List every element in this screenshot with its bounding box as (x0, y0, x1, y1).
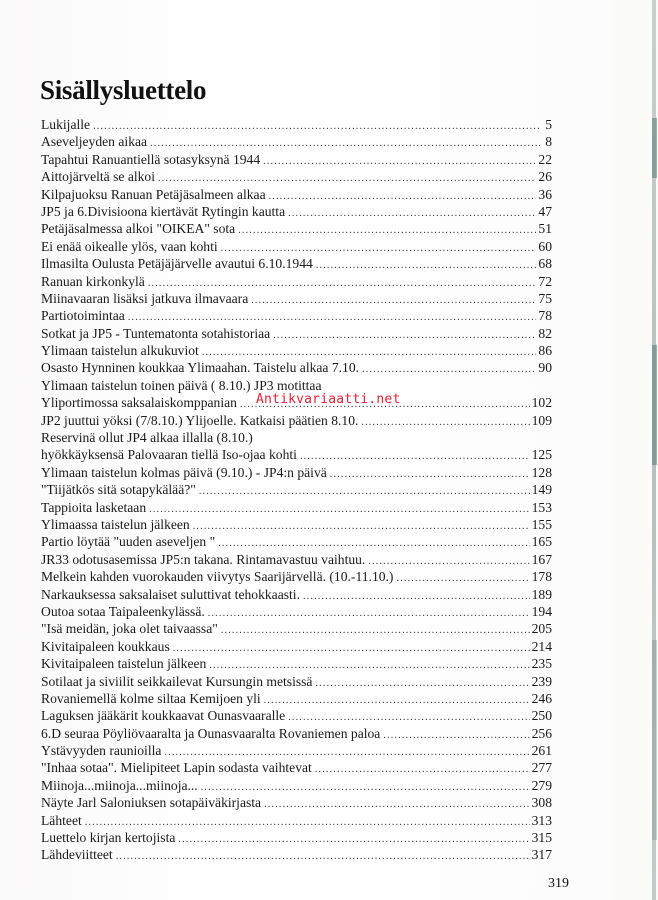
dot-leader (264, 692, 530, 707)
dot-leader (116, 848, 530, 863)
toc-entry (41, 133, 552, 150)
toc-entry-page: 78 (538, 308, 552, 324)
dot-leader (300, 448, 530, 463)
toc-entry-page: 214 (531, 638, 552, 654)
toc-entry-title: Aittojärveltä se alkoi (41, 169, 156, 185)
toc-entry (41, 412, 552, 429)
toc-entry-title: Rovaniemellä kolme siltaa Kemijoen yli (41, 690, 261, 706)
toc-entry-page: 235 (531, 656, 552, 672)
toc-entry (41, 499, 552, 516)
toc-entry-page: 167 (531, 551, 552, 567)
toc-entry-title: Näyte Jarl Saloniuksen sotapäiväkirjasta (41, 795, 262, 811)
toc-entry (41, 273, 552, 290)
toc-entry (41, 116, 552, 133)
toc-entry-title: Sotkat ja JP5 - Tuntematonta sotahistoriaa (41, 325, 271, 341)
toc-entry-page: 279 (531, 777, 552, 793)
page-title: Sisällysluettelo (40, 75, 207, 106)
toc-entry-page: 155 (531, 516, 552, 532)
dot-leader (150, 135, 540, 150)
dot-leader (238, 222, 536, 237)
toc-entry-page: 72 (538, 273, 552, 289)
dot-leader (158, 170, 536, 185)
toc-entry-title: Ylimaassa taistelun jälkeen (41, 516, 190, 532)
dot-leader (173, 640, 530, 655)
toc-entry (41, 638, 552, 655)
dot-leader (383, 727, 529, 742)
toc-entry-title: Ylimaan taistelun alkukuviot (41, 343, 199, 359)
toc-entry-title: Lähteet (41, 812, 82, 828)
edge-print-mark (652, 640, 657, 840)
dot-leader (178, 831, 529, 846)
toc-entry (41, 359, 552, 376)
toc-entry (41, 759, 552, 776)
dot-leader (148, 275, 537, 290)
toc-entry-title: 6.D seuraa Pöyliövaaralta ja Ounasvaaralta Rovaniemen paloa (41, 725, 381, 741)
toc-entry (41, 516, 552, 533)
dot-leader (362, 361, 536, 376)
dot-leader (315, 675, 529, 690)
toc-entry-title: Yliportimossa saksalaiskomppanian (41, 395, 237, 411)
dot-leader (209, 657, 529, 672)
toc-entry-title: hyökkäyksensä Palovaaran tiellä Iso-ojaa kohti (41, 447, 297, 463)
toc-entry-title: Ylimaan taistelun toinen päivä ( 8.10.) JP3 motittaa (41, 377, 322, 393)
toc-entry-page: 308 (531, 795, 552, 811)
toc-entry (41, 551, 552, 568)
toc-entry (41, 812, 552, 829)
edge-print-mark (652, 118, 657, 178)
toc-entry (41, 307, 552, 324)
toc-entry-title: Ei enää oikealle ylös, vaan kohti (41, 238, 218, 254)
toc-entry (41, 464, 552, 481)
dot-leader (199, 483, 530, 498)
toc-entry-title: Petäjäsalmessa alkoi "OIKEA" sota (41, 221, 236, 237)
toc-entry (41, 586, 552, 603)
toc-entry-page: 26 (538, 169, 552, 185)
toc-entry-page: 8 (545, 134, 552, 150)
toc-entry-title: JR33 odotusasemissa JP5:n takana. Rintamavastuu vaihtuu. (41, 551, 366, 567)
toc-entry-page: 256 (531, 725, 552, 741)
toc-entry (41, 290, 552, 307)
toc-entry-page: 189 (531, 586, 552, 602)
toc-entry (41, 655, 552, 672)
dot-leader (221, 622, 530, 637)
dot-leader (218, 535, 529, 550)
toc-entry (41, 690, 552, 707)
toc-entry-page: 194 (531, 603, 552, 619)
toc-entry-page: 239 (531, 673, 552, 689)
toc-entry-page: 5 (545, 117, 552, 132)
toc-entry (41, 429, 552, 446)
toc-entry-page: 102 (531, 395, 552, 411)
toc-entry-page: 153 (531, 499, 552, 515)
dot-leader (368, 553, 529, 568)
toc-entry (41, 533, 552, 550)
toc-entry-page: 82 (538, 325, 552, 341)
dot-leader (303, 588, 530, 603)
toc-entry (41, 481, 552, 498)
toc-entry-page: 90 (538, 360, 552, 376)
toc-entry-title: Partiotoimintaa (41, 308, 125, 324)
toc-entry-page: 22 (538, 151, 552, 167)
toc-entry-title: Osasto Hynninen koukkaa Ylimaahan. Taistelu alkaa 7.10. (41, 360, 360, 376)
dot-leader (128, 309, 537, 324)
toc-entry-title: Ranuan kirkonkylä (41, 273, 145, 289)
toc-entry (41, 603, 552, 620)
dot-leader (251, 292, 536, 307)
dot-leader (149, 501, 529, 516)
dot-leader (269, 188, 537, 203)
toc-entry-page: 315 (531, 830, 552, 846)
toc-entry-page: 36 (538, 186, 552, 202)
toc-entry-title: Ilmasilta Oulusta Petäjäjärvelle avautui 6.10.1944 (41, 256, 313, 272)
toc-entry-title: Outoa sotaa Taipaleenkylässä. (41, 603, 205, 619)
toc-entry-title: Sotilaat ja siviilit seikkailevat Kursungin metsissä (41, 673, 313, 689)
toc-entry-title: Miinoja...miinoja...miinoja... (41, 777, 198, 793)
dot-leader (361, 414, 529, 429)
toc-entry-title: "Isä meidän, joka olet taivaassa" (41, 621, 218, 637)
toc-entry-title: Kilpajuoksu Ranuan Petäjäsalmeen alkaa (41, 186, 266, 202)
toc-entry (41, 707, 552, 724)
toc-entry-page: 128 (531, 464, 552, 480)
toc-entry-page: 165 (531, 534, 552, 550)
toc-entry-page: 86 (538, 343, 552, 359)
toc-entry (41, 342, 552, 359)
toc-entry-title: JP2 juuttui yöksi (7/8.10.) Ylijoelle. Katkaisi päätien 8.10. (41, 412, 359, 428)
toc-entry-page: 178 (531, 569, 552, 585)
dot-leader (396, 570, 529, 585)
toc-entry-title: Miinavaaran lisäksi jatkuva ilmavaara (41, 290, 249, 306)
toc-entry-page: 250 (531, 708, 552, 724)
toc-entry-page: 277 (531, 760, 552, 776)
dot-leader (208, 605, 530, 620)
toc-entry-title: Kivitaipaleen taistelun jälkeen (41, 656, 207, 672)
toc-entry-title: JP5 ja 6.Divisioona kiertävät Rytingin kautta (41, 203, 286, 219)
toc-entry-page: 317 (531, 847, 552, 863)
toc-entry (41, 725, 552, 742)
toc-entry-page: 75 (538, 290, 552, 306)
toc-entry (41, 673, 552, 690)
toc-entry (41, 446, 552, 463)
dot-leader (85, 814, 530, 829)
toc-entry (41, 620, 552, 637)
page-number: 319 (548, 876, 569, 891)
toc-entry-title: Luettelo kirjan kertojista (41, 830, 176, 846)
watermark: Antikvariaatti.net (256, 392, 401, 407)
dot-leader (193, 518, 530, 533)
toc-entry-page: 68 (538, 256, 552, 272)
toc-entry-title: Kivitaipaleen koukkaus (41, 638, 170, 654)
dot-leader (288, 205, 536, 220)
toc-entry (41, 186, 552, 203)
toc-entry-page: 149 (531, 482, 552, 498)
toc-entry-page: 51 (538, 221, 552, 237)
toc-entry-title: Tapahtui Ranuantiellä sotasyksynä 1944 (41, 151, 261, 167)
toc-entry-title: Narkauksessa saksalaiset suluttivat tehokkaasti. (41, 586, 300, 602)
toc-entry-title: Lukijalle (41, 117, 91, 132)
toc-entry (41, 203, 552, 220)
toc-entry-page: 125 (531, 447, 552, 463)
toc-entry-title: Lähdeviitteet (41, 847, 113, 863)
toc-entry-title: Ystävyyden raunioilla (41, 743, 162, 759)
toc-entry (41, 255, 552, 272)
dot-leader (288, 709, 529, 724)
toc-entry (41, 325, 552, 342)
toc-entry-title: Reservinä ollut JP4 alkaa illalla (8.10.) (41, 430, 253, 446)
dot-leader (264, 796, 530, 811)
toc-entry-page: 313 (531, 812, 552, 828)
toc-entry-page: 205 (531, 621, 552, 637)
toc-entry (41, 568, 552, 585)
dot-leader (263, 153, 536, 168)
toc-entry (41, 220, 552, 237)
toc-entry-page: 246 (531, 690, 552, 706)
dot-leader (330, 466, 530, 481)
toc-entry-title: Melkein kahden vuorokauden viivytys Saarijärvellä. (10.-11.10.) (41, 569, 394, 585)
dot-leader (315, 761, 530, 776)
toc-entry-title: Aseveljeyden aikaa (41, 134, 148, 150)
toc-entry-title: Partio löytää "uuden aseveljen " (41, 534, 216, 550)
toc-entry-title: "Inhaa sotaa". Mielipiteet Lapin sodasta vaihtevat (41, 760, 312, 776)
toc-entry (41, 742, 552, 759)
toc-entry-title: Ylimaan taistelun kolmas päivä (9.10.) - JP4:n päivä (41, 464, 327, 480)
dot-leader (273, 327, 536, 342)
dot-leader (202, 344, 537, 359)
toc-entry (41, 829, 552, 846)
dot-leader (164, 744, 529, 759)
toc-entry-title: Tappioita lasketaan (41, 499, 147, 515)
dot-leader (221, 240, 537, 255)
toc-entry (41, 794, 552, 811)
toc-entry (41, 777, 552, 794)
toc-entry-page: 261 (531, 743, 552, 759)
toc-entry-title: "Tiijätkös sitä sotapykälää?" (41, 482, 196, 498)
toc-entry-page: 47 (538, 203, 552, 219)
dot-leader (316, 257, 537, 272)
toc-entry-title: Laguksen jääkärit koukkaavat Ounasvaaralle (41, 708, 286, 724)
toc-entry (41, 168, 552, 185)
table-of-contents (41, 116, 552, 864)
adjacent-page-edge (611, 0, 658, 900)
toc-entry (41, 238, 552, 255)
edge-print-mark (652, 345, 657, 465)
toc-entry (41, 151, 552, 168)
toc-entry-page: 109 (531, 412, 552, 428)
dot-leader (93, 118, 540, 133)
dot-leader (201, 779, 530, 794)
toc-entry-page: 60 (538, 238, 552, 254)
toc-entry (41, 846, 552, 863)
